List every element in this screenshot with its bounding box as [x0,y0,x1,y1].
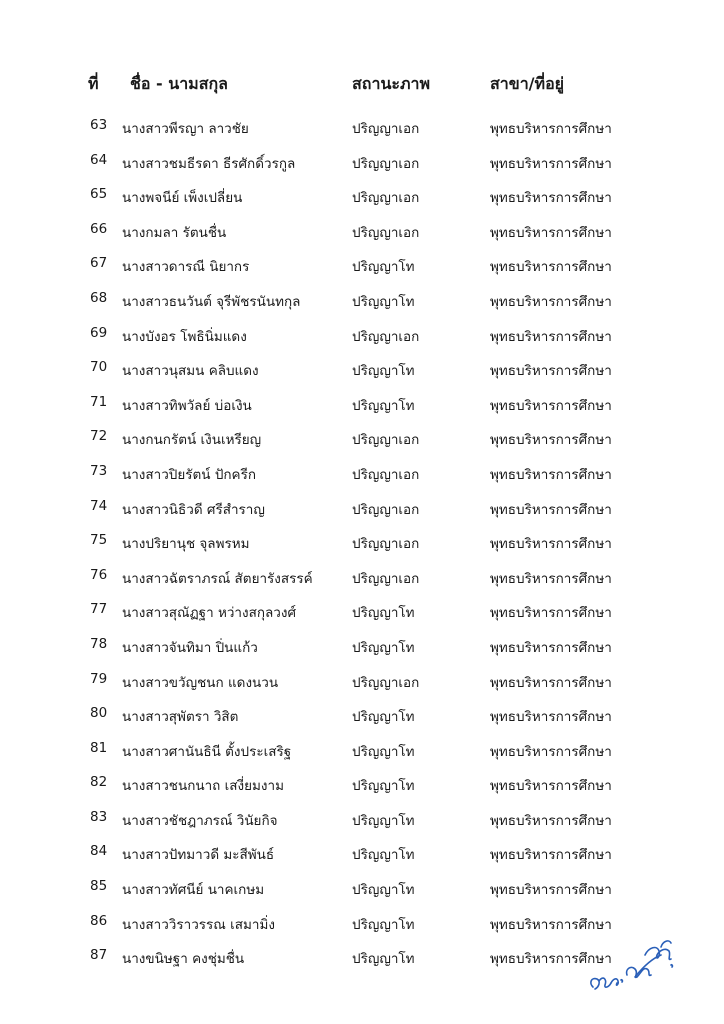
row-number: 73 [90,462,108,479]
row-status: ปริญญาเอก [352,224,420,241]
table-row [0,874,724,909]
row-branch: พุทธบริหารการศึกษา [490,951,612,968]
row-name: นางสาวธนวันต์ จุรีพัชรนันทกุล [122,293,301,310]
row-branch: พุทธบริหารการศึกษา [490,847,612,864]
header-name: ชื่อ - นามสกุล [130,74,228,93]
table-row [0,597,724,632]
row-number: 65 [90,186,108,203]
row-branch: พุทธบริหารการศึกษา [490,605,612,622]
row-branch: พุทธบริหารการศึกษา [490,328,612,345]
row-branch: พุทธบริหารการศึกษา [490,293,612,310]
row-number: 76 [90,566,108,583]
row-number: 64 [90,151,108,168]
row-number: 72 [90,428,108,445]
row-number: 74 [90,497,108,514]
row-branch: พุทธบริหารการศึกษา [490,916,612,933]
row-status: ปริญญาโท [352,605,415,622]
row-name: นางสาวขวัญชนก แดงนวน [122,674,279,691]
row-name: นางสาวสุพัตรา วิสิต [122,709,239,726]
row-branch: พุทธบริหารการศึกษา [490,190,612,207]
row-number: 79 [90,670,108,687]
row-number: 63 [90,117,108,133]
table-row [0,390,724,425]
row-status: ปริญญาโท [352,882,415,899]
row-name: นางสาวนุสมน คลิบแดง [122,363,259,380]
row-name: นางสาวชนกนาถ เสงี่ยมงาม [122,778,284,795]
row-name: นางสาวนิธิวดี ศรีสำราญ [122,501,265,518]
row-name: นางสาวศานันธินี ตั้งประเสริฐ [122,743,292,760]
row-number: 83 [90,808,108,825]
table-row [0,736,724,771]
row-name: นางสาวฉัตราภรณ์ สัตยารังสรรค์ [122,570,313,587]
row-branch: พุทธบริหารการศึกษา [490,743,612,760]
row-branch: พุทธบริหารการศึกษา [490,121,612,137]
row-name: นางกมลา รัตนชื่น [122,224,227,241]
row-status: ปริญญาเอก [352,501,420,518]
row-branch: พุทธบริหารการศึกษา [490,397,612,414]
handwritten-signature [585,925,680,995]
table-row [0,424,724,459]
row-branch: พุทธบริหารการศึกษา [490,674,612,691]
row-number: 67 [90,255,108,272]
row-branch: พุทธบริหารการศึกษา [490,501,612,518]
row-number: 69 [90,324,108,341]
row-name: นางสาวพีรญา ลาวชัย [122,121,249,137]
row-branch: พุทธบริหารการศึกษา [490,466,612,483]
row-name: นางพจนีย์ เพ็งเปลี่ยน [122,190,243,207]
row-status: ปริญญาโท [352,363,415,380]
table-body [0,113,724,978]
table-row [0,632,724,667]
row-status: ปริญญาโท [352,812,415,829]
row-status: ปริญญาเอก [352,674,420,691]
row-name: นางสาววิราวรรณ เสมามิ่ง [122,916,275,933]
row-status: ปริญญาเอก [352,328,420,345]
row-status: ปริญญาเอก [352,121,420,137]
row-number: 81 [90,739,108,756]
row-branch: พุทธบริหารการศึกษา [490,155,612,172]
row-name: นางปริยานุช จุลพรหม [122,536,250,553]
table-row [0,286,724,321]
table-row [0,701,724,736]
row-status: ปริญญาโท [352,397,415,414]
table-header [0,72,724,100]
row-status: ปริญญาโท [352,293,415,310]
row-name: นางขนิษฐา คงชุ่มชื่น [122,951,245,968]
row-status: ปริญญาโท [352,709,415,726]
table-row [0,355,724,390]
row-status: ปริญญาเอก [352,155,420,172]
row-status: ปริญญาโท [352,778,415,795]
row-number: 84 [90,843,108,860]
row-status: ปริญญาโท [352,951,415,968]
row-number: 75 [90,532,108,549]
row-number: 86 [90,912,108,929]
row-number: 71 [90,393,108,410]
row-status: ปริญญาเอก [352,570,420,587]
row-branch: พุทธบริหารการศึกษา [490,709,612,726]
row-number: 68 [90,289,108,306]
row-branch: พุทธบริหารการศึกษา [490,882,612,899]
header-branch: สาขา/ที่อยู่ [490,74,565,93]
table-row [0,805,724,840]
row-number: 70 [90,359,108,376]
row-name: นางสาวชัชฎาภรณ์ วินัยกิจ [122,812,278,829]
row-name: นางสาวจันทิมา ปิ่นแก้ว [122,639,258,656]
row-status: ปริญญาเอก [352,190,420,207]
row-number: 87 [90,947,108,964]
row-branch: พุทธบริหารการศึกษา [490,363,612,380]
row-branch: พุทธบริหารการศึกษา [490,639,612,656]
header-status: สถานะภาพ [352,74,431,93]
table-row [0,459,724,494]
row-number: 77 [90,601,108,618]
row-branch: พุทธบริหารการศึกษา [490,432,612,449]
table-row [0,563,724,598]
row-status: ปริญญาโท [352,259,415,276]
row-branch: พุทธบริหารการศึกษา [490,224,612,241]
row-status: ปริญญาโท [352,639,415,656]
row-status: ปริญญาโท [352,743,415,760]
row-status: ปริญญาเอก [352,432,420,449]
row-branch: พุทธบริหารการศึกษา [490,812,612,829]
row-name: นางสาวสุณัฏฐา หว่างสกุลวงศ์ [122,605,297,622]
row-status: ปริญญาโท [352,916,415,933]
table-row [0,494,724,529]
row-name: นางสาวทัศนีย์ นาคเกษม [122,882,265,899]
row-name: นางสาวปิยรัตน์ ปักครีก [122,466,257,483]
row-number: 82 [90,774,108,791]
row-number: 85 [90,878,108,895]
row-name: นางสาวดารณี นิยากร [122,259,250,276]
table-row [0,839,724,874]
row-number: 80 [90,705,108,722]
header-no: ที่ [88,74,99,93]
table-row [0,251,724,286]
row-status: ปริญญาโท [352,847,415,864]
row-branch: พุทธบริหารการศึกษา [490,570,612,587]
row-name: นางบังอร โพธินิ่มแดง [122,328,247,345]
table-row [0,148,724,183]
row-name: นางสาวปัทมาวดี มะสีพันธ์ [122,847,275,864]
table-row [0,321,724,356]
row-name: นางกนกรัตน์ เงินเหรียญ [122,432,262,449]
row-branch: พุทธบริหารการศึกษา [490,536,612,553]
row-branch: พุทธบริหารการศึกษา [490,259,612,276]
table-row [0,667,724,702]
row-branch: พุทธบริหารการศึกษา [490,778,612,795]
row-name: นางสาวทิพวัลย์ บ่อเงิน [122,397,252,414]
table-row [0,113,724,148]
table-row [0,770,724,805]
table-row [0,217,724,252]
row-number: 78 [90,635,108,652]
table-row [0,182,724,217]
row-name: นางสาวชมธีรดา ธีรศักดิ์วรกูล [122,155,296,172]
row-status: ปริญญาเอก [352,466,420,483]
row-status: ปริญญาเอก [352,536,420,553]
table-row [0,528,724,563]
row-number: 66 [90,220,108,237]
